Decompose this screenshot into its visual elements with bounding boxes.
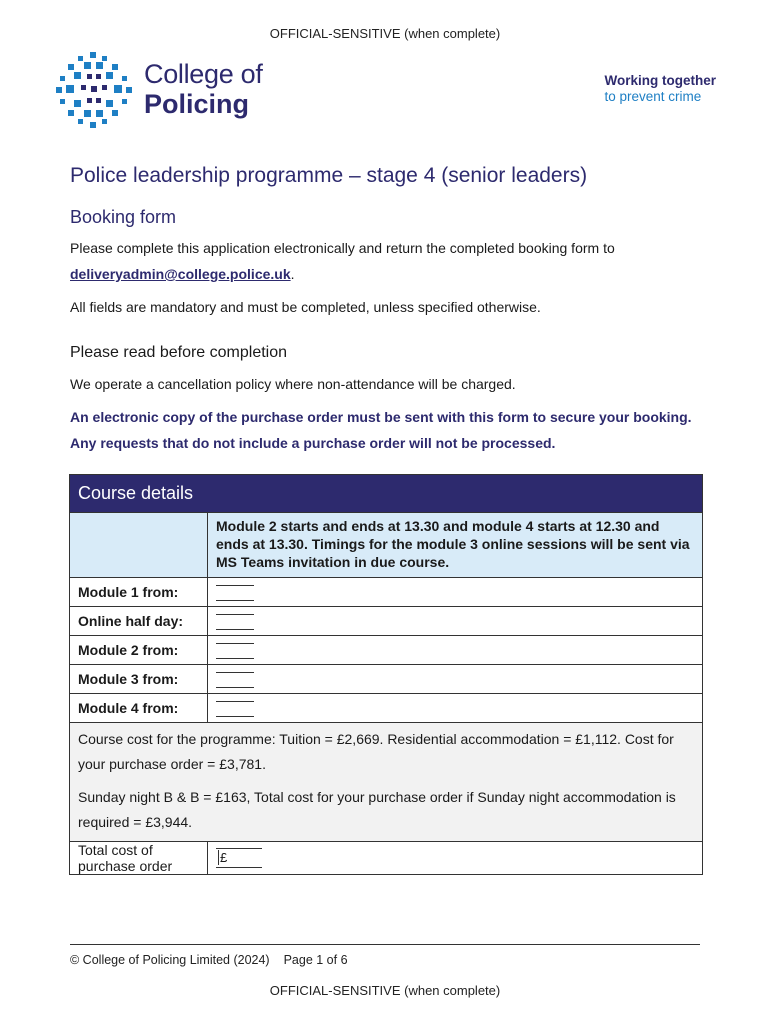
module-2-label: Module 2 from:: [70, 636, 208, 665]
tagline-line-1: Working together: [604, 73, 716, 88]
purchase-order-warning: An electronic copy of the purchase order must be sent with this form to secure your booking. Any requests that do not include a purchase order will not be processed.: [70, 409, 692, 451]
module-1-date-input[interactable]: [216, 585, 254, 601]
classification-header: OFFICIAL-SENSITIVE (when complete): [269, 26, 501, 41]
footer: [70, 953, 348, 967]
course-cost-line-2: Sunday night B & B = £163, Total cost for your purchase order if Sunday night accommodation is required = £3,944.: [78, 789, 676, 830]
module-4-date-field[interactable]: [208, 694, 703, 723]
online-half-day-date-field[interactable]: [208, 607, 703, 636]
table-row: [70, 694, 703, 723]
total-cost-input[interactable]: [216, 848, 262, 868]
course-details-table: [69, 474, 703, 875]
footer-divider: [70, 944, 700, 945]
table-row: [70, 636, 703, 665]
module-1-date-field[interactable]: [208, 578, 703, 607]
logo-text-college-of: College of: [144, 59, 263, 89]
table-row: [70, 607, 703, 636]
intro-paragraph: [70, 235, 710, 287]
pound-sign: £: [220, 850, 228, 865]
classification-footer: OFFICIAL-SENSITIVE (when complete): [269, 983, 501, 998]
course-cost-info: [70, 723, 703, 842]
logo-text-policing: Policing: [144, 89, 250, 119]
college-of-policing-logo: [54, 50, 304, 130]
timing-note-spacer: [70, 513, 208, 578]
read-before-heading: Please read before completion: [70, 344, 288, 361]
module-4-label: Module 4 from:: [70, 694, 208, 723]
form-subtitle: Booking form: [70, 207, 177, 227]
tagline-line-2: to prevent crime: [604, 89, 702, 104]
online-half-day-label: Online half day:: [70, 607, 208, 636]
footer-page-number: Page 1 of 6: [283, 953, 348, 967]
cancellation-note: We operate a cancellation policy where non-attendance will be charged.: [70, 376, 516, 392]
delivery-admin-email-link[interactable]: deliveryadmin@college.police.uk: [70, 266, 291, 282]
intro-period: .: [290, 266, 295, 282]
module-2-date-field[interactable]: [208, 636, 703, 665]
logo-emblem-icon: [54, 50, 134, 130]
module-3-date-input[interactable]: [216, 672, 254, 688]
mandatory-note: All fields are mandatory and must be completed, unless specified otherwise.: [70, 299, 541, 315]
module-1-label: Module 1 from:: [70, 578, 208, 607]
course-details-header: Course details: [70, 475, 703, 513]
course-cost-line-1: Course cost for the programme: Tuition = £2,669. Residential accommodation = £1,112. Cost for your purchase order = £3,781.: [78, 731, 674, 772]
page-title: Police leadership programme – stage 4 (senior leaders): [70, 164, 588, 187]
table-row: [70, 665, 703, 694]
total-cost-label: Total cost of purchase order: [70, 842, 208, 875]
module-3-date-field[interactable]: [208, 665, 703, 694]
total-cost-field[interactable]: [208, 842, 703, 875]
module-2-date-input[interactable]: [216, 643, 254, 659]
timing-note: Module 2 starts and ends at 13.30 and module 4 starts at 12.30 and ends at 13.30. Timings for the module 3 online sessions will be sent via MS Teams invitation in due course.: [208, 513, 703, 578]
tagline: [604, 73, 716, 105]
footer-copyright: © College of Policing Limited (2024): [70, 953, 270, 967]
module-4-date-input[interactable]: [216, 701, 254, 717]
intro-text: Please complete this application electronically and return the completed booking form to: [70, 240, 615, 256]
module-3-label: Module 3 from:: [70, 665, 208, 694]
table-row: [70, 578, 703, 607]
online-half-day-date-input[interactable]: [216, 614, 254, 630]
